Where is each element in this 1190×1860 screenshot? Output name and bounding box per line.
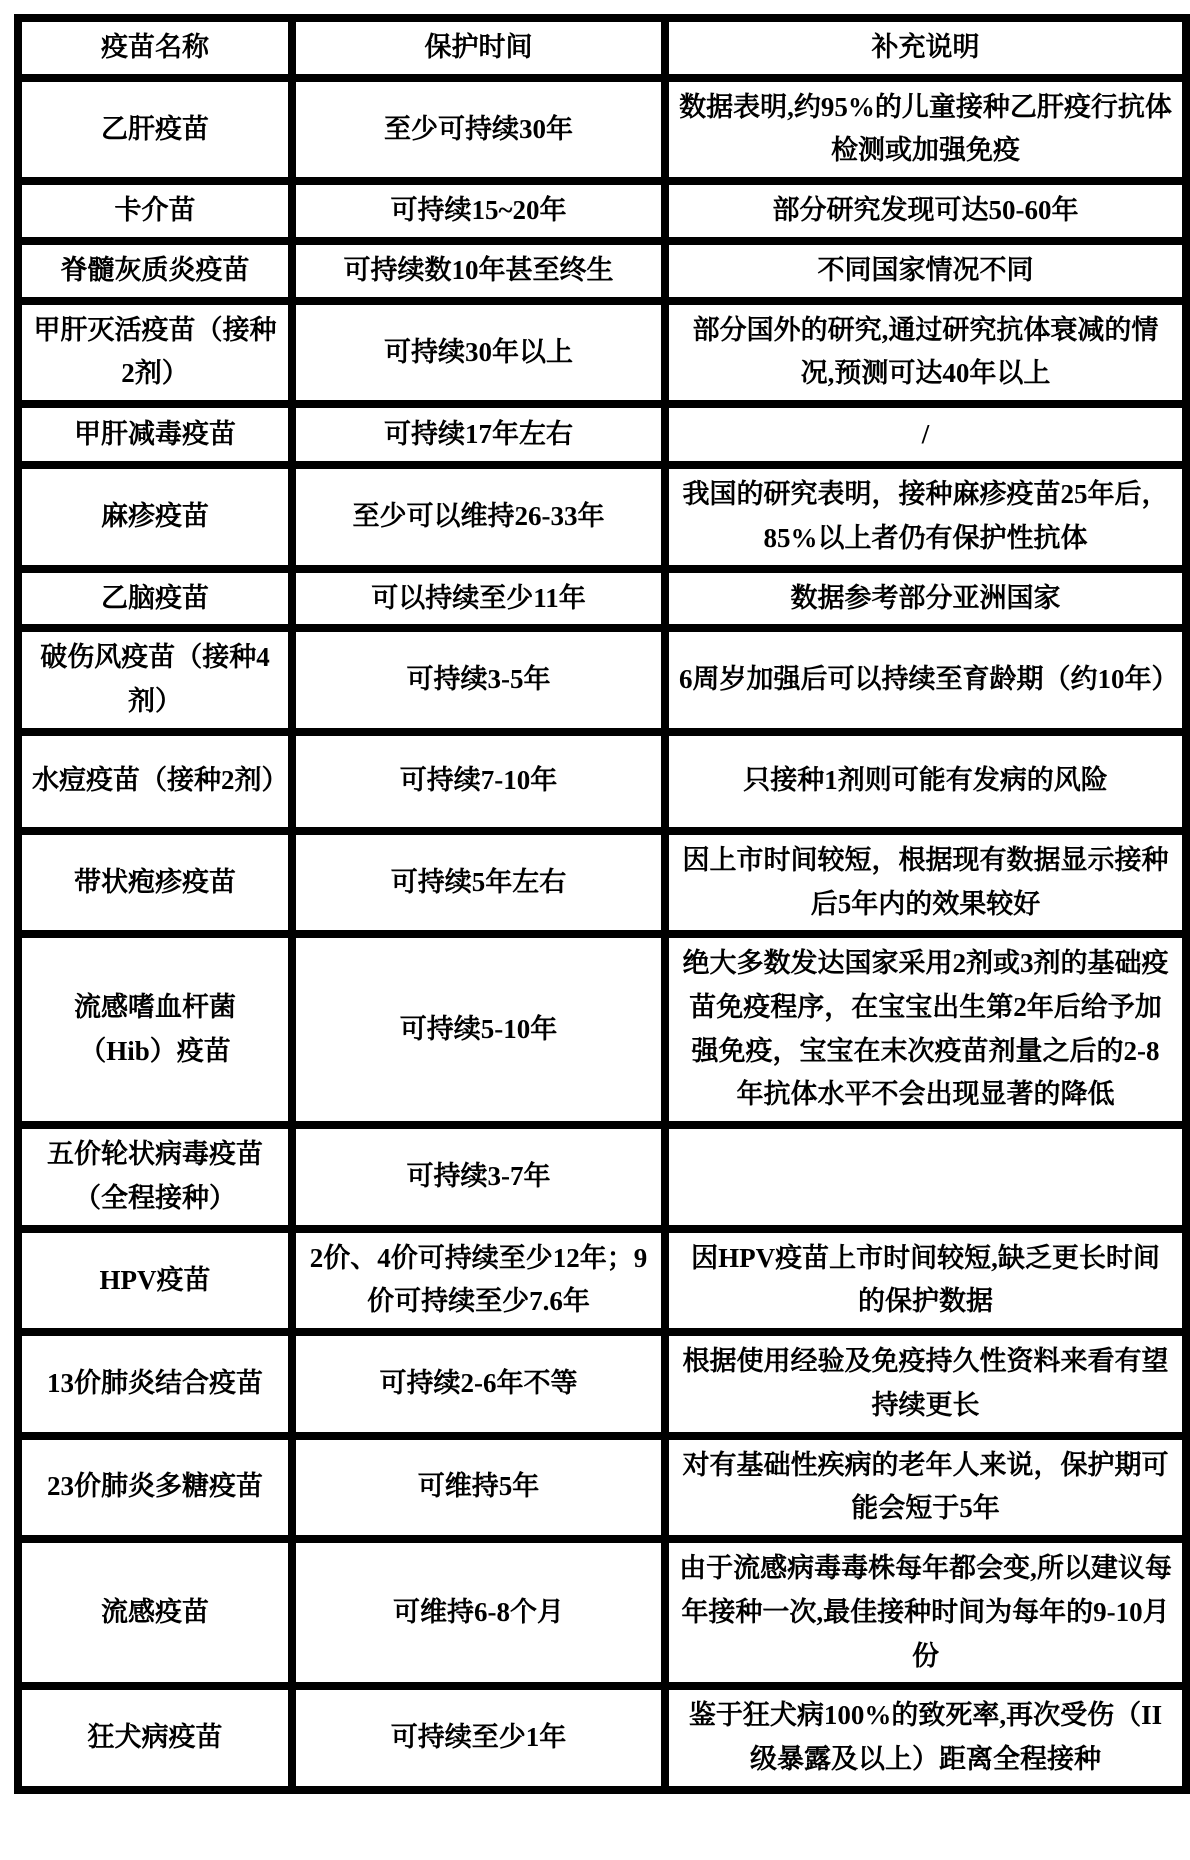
protection-time-cell: 可持续7-10年 bbox=[292, 732, 665, 831]
table-row bbox=[18, 1436, 1186, 1539]
vaccine-name-cell: 13价肺炎结合疫苗 bbox=[18, 1332, 292, 1435]
vaccine-name-cell: 流感疫苗 bbox=[18, 1539, 292, 1686]
note-cell: 鉴于狂犬病100%的致死率,再次受伤（II级暴露及以上）距离全程接种 bbox=[665, 1686, 1186, 1789]
table-header bbox=[18, 18, 1186, 78]
note-cell: 不同国家情况不同 bbox=[665, 241, 1186, 301]
vaccine-name-cell: 脊髓灰质炎疫苗 bbox=[18, 241, 292, 301]
vaccine-name-cell: HPV疫苗 bbox=[18, 1229, 292, 1332]
protection-time-cell: 可维持5年 bbox=[292, 1436, 665, 1539]
note-cell: 6周岁加强后可以持续至育龄期（约10年） bbox=[665, 628, 1186, 731]
vaccine-name-cell: 乙肝疫苗 bbox=[18, 78, 292, 181]
note-cell: 根据使用经验及免疫持久性资料来看有望持续更长 bbox=[665, 1332, 1186, 1435]
vaccine-name-cell: 甲肝减毒疫苗 bbox=[18, 404, 292, 465]
protection-time-cell: 可维持6-8个月 bbox=[292, 1539, 665, 1686]
vaccine-name-cell: 甲肝灭活疫苗（接种2剂） bbox=[18, 301, 292, 404]
vaccine-name-cell: 狂犬病疫苗 bbox=[18, 1686, 292, 1789]
protection-time-cell: 可持续数10年甚至终生 bbox=[292, 241, 665, 301]
note-cell: 数据表明,约95%的儿童接种乙肝疫行抗体检测或加强免疫 bbox=[665, 78, 1186, 181]
note-cell: 因上市时间较短，根据现有数据显示接种后5年内的效果较好 bbox=[665, 831, 1186, 934]
protection-time-cell: 可持续2-6年不等 bbox=[292, 1332, 665, 1435]
vaccine-name-cell: 流感嗜血杆菌（Hib）疫苗 bbox=[18, 934, 292, 1125]
table-row bbox=[18, 241, 1186, 301]
protection-time-cell: 可持续5年左右 bbox=[292, 831, 665, 934]
table-row bbox=[18, 1229, 1186, 1332]
note-cell: 因HPV疫苗上市时间较短,缺乏更长时间的保护数据 bbox=[665, 1229, 1186, 1332]
vaccine-name-cell: 水痘疫苗（接种2剂） bbox=[18, 732, 292, 831]
table-row bbox=[18, 181, 1186, 241]
protection-time-cell: 可持续17年左右 bbox=[292, 404, 665, 465]
note-cell: / bbox=[665, 404, 1186, 465]
table-row bbox=[18, 301, 1186, 404]
protection-time-cell: 可持续30年以上 bbox=[292, 301, 665, 404]
vaccine-protection-table bbox=[14, 14, 1190, 1794]
protection-time-cell: 2价、4价可持续至少12年；9价可持续至少7.6年 bbox=[292, 1229, 665, 1332]
table-row bbox=[18, 465, 1186, 568]
table-row bbox=[18, 628, 1186, 731]
vaccine-name-cell: 乙脑疫苗 bbox=[18, 569, 292, 629]
header-row bbox=[18, 18, 1186, 78]
note-cell: 由于流感病毒毒株每年都会变,所以建议每年接种一次,最佳接种时间为每年的9-10月份 bbox=[665, 1539, 1186, 1686]
note-cell bbox=[665, 1125, 1186, 1228]
note-cell: 只接种1剂则可能有发病的风险 bbox=[665, 732, 1186, 831]
table-body bbox=[18, 78, 1186, 1790]
table-row bbox=[18, 1332, 1186, 1435]
vaccine-name-cell: 带状疱疹疫苗 bbox=[18, 831, 292, 934]
note-cell: 数据参考部分亚洲国家 bbox=[665, 569, 1186, 629]
vaccine-name-cell: 五价轮状病毒疫苗（全程接种） bbox=[18, 1125, 292, 1228]
protection-time-cell: 至少可以维持26-33年 bbox=[292, 465, 665, 568]
note-cell: 部分国外的研究,通过研究抗体衰减的情况,预测可达40年以上 bbox=[665, 301, 1186, 404]
protection-time-cell: 可持续3-7年 bbox=[292, 1125, 665, 1228]
note-cell: 我国的研究表明，接种麻疹疫苗25年后，85%以上者仍有保护性抗体 bbox=[665, 465, 1186, 568]
protection-time-cell: 可持续至少1年 bbox=[292, 1686, 665, 1789]
table-row bbox=[18, 78, 1186, 181]
vaccine-name-cell: 麻疹疫苗 bbox=[18, 465, 292, 568]
table-row bbox=[18, 831, 1186, 934]
note-cell: 部分研究发现可达50-60年 bbox=[665, 181, 1186, 241]
table-row bbox=[18, 569, 1186, 629]
note-cell: 绝大多数发达国家采用2剂或3剂的基础疫苗免疫程序，在宝宝出生第2年后给予加强免疫，宝宝在末次疫苗剂量之后的2-8年抗体水平不会出现显著的降低 bbox=[665, 934, 1186, 1125]
protection-time-cell: 至少可持续30年 bbox=[292, 78, 665, 181]
header-vaccine-name: 疫苗名称 bbox=[18, 18, 292, 78]
protection-time-cell: 可持续15~20年 bbox=[292, 181, 665, 241]
vaccine-name-cell: 23价肺炎多糖疫苗 bbox=[18, 1436, 292, 1539]
header-supplementary-note: 补充说明 bbox=[665, 18, 1186, 78]
note-cell: 对有基础性疾病的老年人来说，保护期可能会短于5年 bbox=[665, 1436, 1186, 1539]
protection-time-cell: 可以持续至少11年 bbox=[292, 569, 665, 629]
vaccine-name-cell: 破伤风疫苗（接种4剂） bbox=[18, 628, 292, 731]
table-row bbox=[18, 732, 1186, 831]
table-row bbox=[18, 404, 1186, 465]
protection-time-cell: 可持续5-10年 bbox=[292, 934, 665, 1125]
table-row bbox=[18, 1539, 1186, 1686]
protection-time-cell: 可持续3-5年 bbox=[292, 628, 665, 731]
vaccine-name-cell: 卡介苗 bbox=[18, 181, 292, 241]
table-row bbox=[18, 1125, 1186, 1228]
table-row bbox=[18, 934, 1186, 1125]
header-protection-time: 保护时间 bbox=[292, 18, 665, 78]
table-row bbox=[18, 1686, 1186, 1789]
